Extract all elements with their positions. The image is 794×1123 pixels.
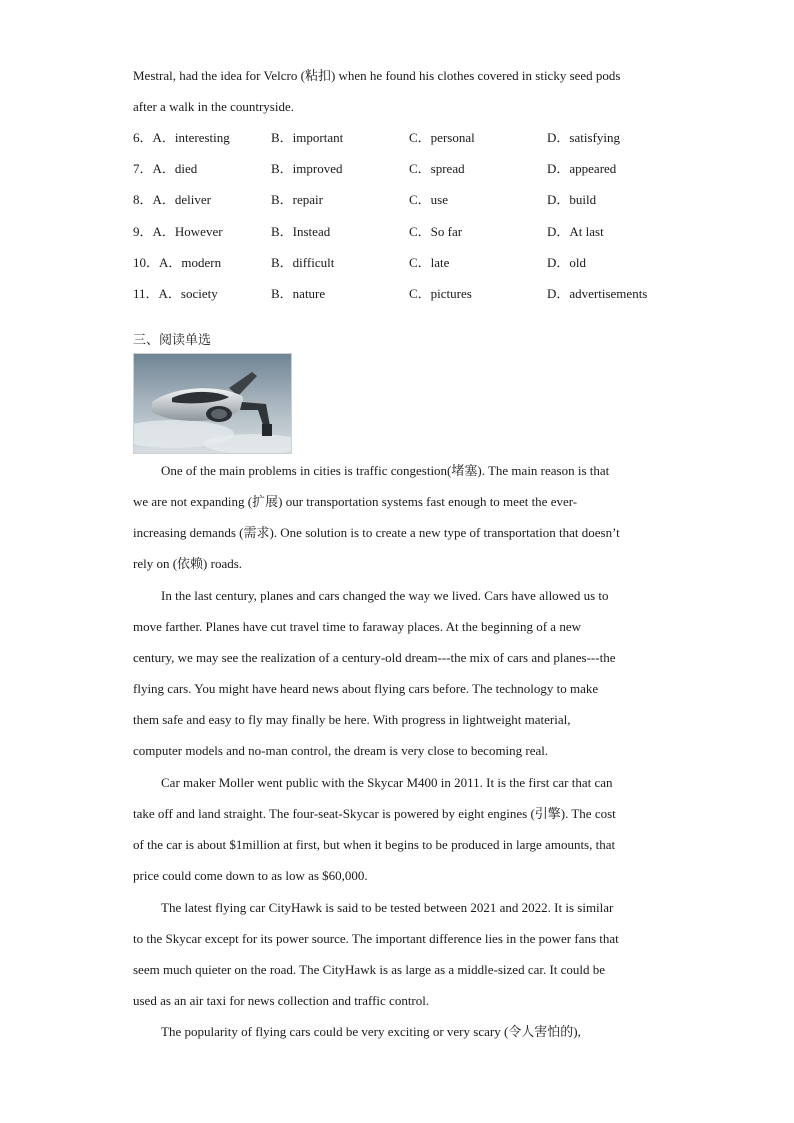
option-c[interactable]: C．So far [409,224,463,239]
option-a[interactable]: 7．A．died [133,161,198,176]
option-d[interactable]: D．advertisements [547,286,648,301]
option-d[interactable]: D．appeared [547,161,617,176]
passage-line: Car maker Moller went public with the Skycar M400 in 2011. It is the first car that can [161,775,613,790]
passage-line: seem much quieter on the road. The CityHawk is as large as a middle-sized car. It could be [133,962,606,977]
option-a[interactable]: 8．A．deliver [133,192,211,207]
passage-line: The popularity of flying cars could be very exciting or very scary (令人害怕的), [161,1024,581,1039]
intro-line: Mestral, had the idea for Velcro (粘扣) when he found his clothes covered in sticky seed pods [133,68,621,83]
option-c[interactable]: C．late [409,255,450,270]
option-b[interactable]: B．difficult [271,255,335,270]
passage-line: rely on (依赖) roads. [133,556,243,571]
passage-line: of the car is about $1million at first, but when it begins to be produced in large amounts, that [133,837,616,852]
option-c[interactable]: C．spread [409,161,465,176]
option-d[interactable]: D．build [547,192,597,207]
option-b[interactable]: B．repair [271,192,323,207]
question-6 [133,130,693,146]
question-8 [133,192,693,208]
passage-line: price could come down to as low as $60,000. [133,868,368,883]
passage-line: flying cars. You might have heard news about flying cars before. The technology to make [133,681,599,696]
passage-line: century, we may see the realization of a century-old dream---the mix of cars and planes---the [133,650,616,665]
option-a[interactable]: 10．A．modern [133,255,222,270]
question-10 [133,255,693,271]
passage-line: them safe and easy to fly may finally be here. With progress in lightweight material, [133,712,571,727]
intro-line: after a walk in the countryside. [133,99,294,114]
passage-line: The latest flying car CityHawk is said to be tested between 2021 and 2022. It is similar [161,900,614,915]
option-a[interactable]: 11．A．society [133,286,218,301]
question-11 [133,286,693,302]
option-b[interactable]: B．improved [271,161,343,176]
option-c[interactable]: C．pictures [409,286,472,301]
passage-line: take off and land straight. The four-seat-Skycar is powered by eight engines (引擎). The cost [133,806,616,821]
option-b[interactable]: B．Instead [271,224,331,239]
passage-line: One of the main problems in cities is traffic congestion(堵塞). The main reason is that [161,463,610,478]
option-a[interactable]: 6．A．interesting [133,130,230,145]
option-c[interactable]: C．use [409,192,449,207]
passage-line: increasing demands (需求). One solution is to create a new type of transportation that doesn’t [133,525,620,540]
passage-line: computer models and no-man control, the dream is very close to becoming real. [133,743,549,758]
flying-car-illustration [134,354,291,453]
section-title: 三、阅读单选 [133,333,212,348]
option-d[interactable]: D．old [547,255,587,270]
option-b[interactable]: B．nature [271,286,326,301]
question-7 [133,161,693,177]
passage-line: we are not expanding (扩展) our transportation systems fast enough to meet the ever- [133,494,578,509]
passage-line: move farther. Planes have cut travel time to faraway places. At the beginning of a new [133,619,581,634]
option-d[interactable]: D．satisfying [547,130,620,145]
passage-line: used as an air taxi for news collection and traffic control. [133,993,430,1008]
option-b[interactable]: B．important [271,130,344,145]
option-a[interactable]: 9．A．However [133,224,223,239]
flying-car-image [133,353,292,454]
option-c[interactable]: C．personal [409,130,475,145]
passage-line: to the Skycar except for its power source. The important difference lies in the power fans that [133,931,619,946]
passage-line: In the last century, planes and cars changed the way we lived. Cars have allowed us to [161,588,609,603]
option-d[interactable]: D．At last [547,224,604,239]
question-9 [133,224,693,240]
